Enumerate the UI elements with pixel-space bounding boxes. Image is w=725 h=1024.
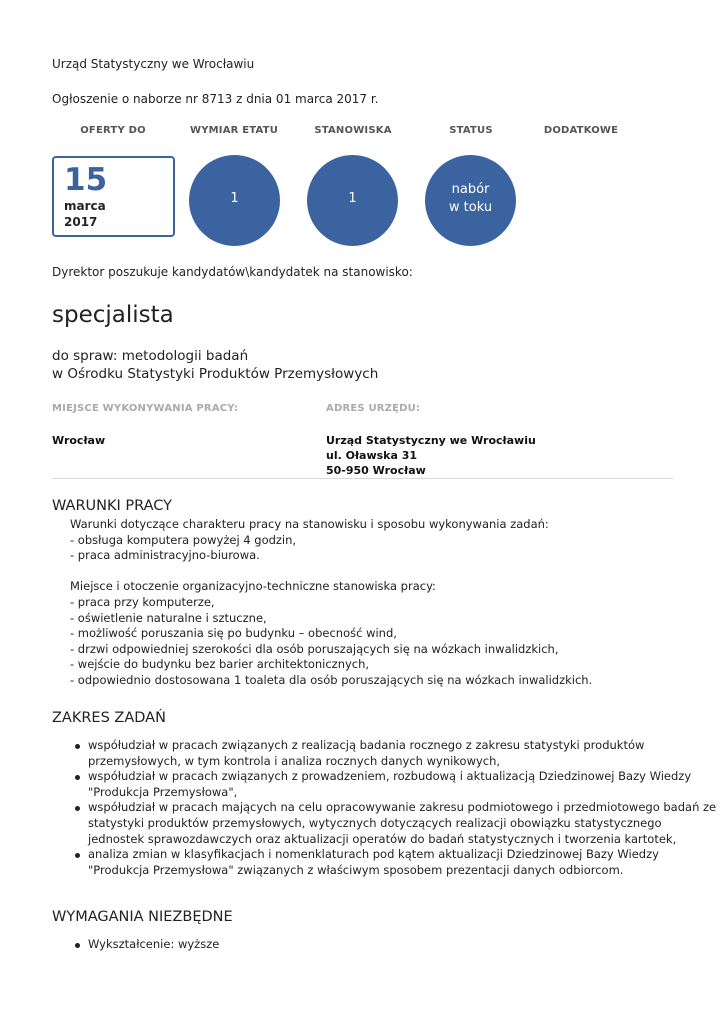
list-item (72, 738, 682, 769)
list-item-line: "Produkcja Przemysłowa" związanych z właściwym sposobem prezentacji danych odbiorcom. (88, 862, 624, 877)
office-name: Urząd Statystyczny we Wrocławiu (52, 57, 255, 71)
list-item (72, 937, 682, 953)
label-hours: WYMIAR ETATU (189, 125, 279, 136)
bullet-icon (75, 853, 80, 858)
label-deadline: OFERTY DO (80, 125, 146, 136)
positions-circle (307, 155, 398, 246)
positions-value: 1 (348, 190, 357, 206)
conditions-line (70, 564, 592, 580)
conditions-line: Warunki dotyczące charakteru pracy na stanowisku i sposobu wykonywania zadań: (70, 517, 549, 531)
conditions-line: - praca administracyjno-biurowa. (70, 548, 260, 563)
place-value: Wrocław (52, 434, 106, 447)
bullet-icon (75, 775, 80, 780)
list-item (72, 847, 682, 878)
list-item-line: Wykształcenie: wyższe (88, 937, 220, 951)
label-extra: DODATKOWE (543, 125, 619, 136)
conditions-line: - praca przy komputerze, (70, 594, 215, 609)
requirements-heading: WYMAGANIA NIEZBĘDNE (52, 909, 233, 925)
conditions-line: - wejście do budynku bez barier architektonicznych, (70, 657, 370, 672)
conditions-line: Miejsce i otoczenie organizacyjno-techniczne stanowiska pracy: (70, 579, 436, 594)
tasks-heading: ZAKRES ZADAŃ (52, 710, 166, 726)
deadline-year: 2017 (64, 215, 98, 229)
deadline-day: 15 (64, 162, 108, 198)
status-line-1: nabór (451, 181, 490, 197)
deadline-month: marca (64, 199, 106, 213)
intro-text: Dyrektor poszukuje kandydatów\kandydatek na stanowisko: (52, 265, 413, 279)
bullet-icon (75, 943, 80, 948)
conditions-line: - drzwi odpowiedniej szerokości dla osób poruszających się na wózkach inwalidzkich, (70, 641, 559, 656)
address-label: ADRES URZĘDU: (326, 403, 421, 414)
position-subtitle-2: w Ośrodku Statystyki Produktów Przemysłowych (52, 366, 379, 382)
list-item-line: statystyki produktów przemysłowych, wytycznych dotyczących realizacji obowiązku statystycznego (88, 815, 662, 830)
list-item-line: współudział w pracach związanych z realizacją badania rocznego z zakresu statystyki produktów (88, 738, 645, 752)
list-item-line: jednostek sprawozdawczych oraz aktualizacji operatów do badań statystycznych i tworzenia kartotek, (88, 831, 677, 846)
position-subtitle-1: do spraw: metodologii badań (52, 348, 249, 364)
tasks-list (72, 738, 717, 878)
place-label: MIEJSCE WYKONYWANIA PRACY: (52, 403, 239, 414)
bullet-icon (75, 806, 80, 811)
list-item-line: "Produkcja Przemysłowa", (88, 784, 238, 799)
announcement-title: Ogłoszenie o naborze nr 8713 z dnia 01 marca 2017 r. (52, 92, 379, 106)
list-item (72, 769, 692, 800)
conditions-heading: WARUNKI PRACY (52, 498, 173, 514)
address-line-3: 50-950 Wrocław (326, 464, 426, 477)
conditions-text (70, 517, 592, 689)
position-title: specjalista (52, 302, 174, 328)
list-item (72, 800, 717, 847)
list-item-line: analiza zmian w klasyfikacjach i nomenklaturach pod kątem aktualizacji Dziedzinowej Bazy Wiedzy (88, 847, 659, 862)
label-positions: STANOWISKA (314, 125, 392, 136)
conditions-line: - obsługa komputera powyżej 4 godzin, (70, 532, 297, 547)
hours-circle (189, 155, 280, 246)
status-line-2: w toku (448, 199, 493, 215)
hours-value: 1 (230, 190, 239, 206)
list-item-line: współudział w pracach mających na celu opracowywanie zakresu podmiotowego i przedmiotowego badań ze (88, 800, 717, 815)
divider (52, 478, 673, 479)
list-item-line: współudział w pracach związanych z prowadzeniem, rozbudową i aktualizacją Dziedzinowej Bazy Wiedzy (88, 769, 692, 784)
deadline-date-box (52, 156, 175, 237)
address-line-1: Urząd Statystyczny we Wrocławiu (326, 434, 536, 447)
requirements-list (72, 937, 682, 953)
status-circle (425, 155, 516, 246)
conditions-line: - możliwość poruszania się po budynku – obecność wind, (70, 626, 397, 641)
conditions-line: - oświetlenie naturalne i sztuczne, (70, 610, 267, 625)
conditions-line: - odpowiednio dostosowana 1 toaleta dla osób poruszających się na wózkach inwalidzkich. (70, 672, 593, 687)
bullet-icon (75, 744, 80, 749)
list-item-line: przemysłowych, w tym kontrola i analiza rocznych danych wynikowych, (88, 753, 501, 768)
address-line-2: ul. Oławska 31 (326, 449, 418, 462)
label-status: STATUS (449, 125, 493, 136)
